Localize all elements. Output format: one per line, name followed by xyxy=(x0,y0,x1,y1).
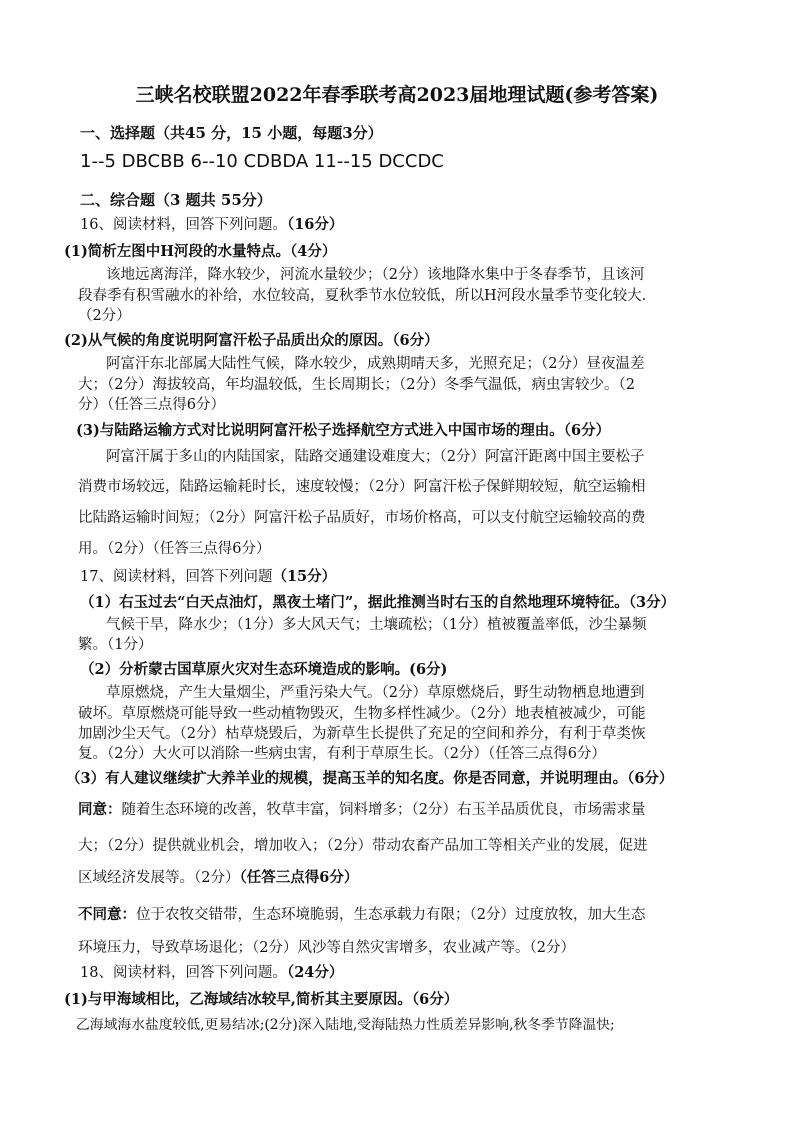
q17-agree-line3 xyxy=(78,869,358,887)
q17-agree-text1: 随着生态环境的改善，牧草丰富，饲料增多；（2分）右玉羊品质优良，市场需求量 xyxy=(121,802,646,818)
q16-part1-line1: 该地远离海洋，降水较少，河流水量较少；（2分）该地降水集中于冬春季节，且该河 xyxy=(106,267,645,283)
q17-disagree-text1: 位于农牧交错带，生态环境脆弱，生态承载力有限；（2分）过度放牧，加大生态 xyxy=(136,907,646,923)
q16-part2-line3: 分）（任答三点得6分） xyxy=(78,397,225,413)
q17-disagree-line2: 环境压力，导致草场退化；（2分）风沙等自然灾害增多，农业减产等。（2分） xyxy=(78,940,575,956)
q16-part2-line2: 大；（2分）海拔较高，年均温较低，生长周期长；（2分）冬季气温低，病虫害较少。（2 xyxy=(78,377,635,393)
q16-heading xyxy=(80,216,343,234)
q16-part1-line3: （2分） xyxy=(78,308,131,324)
q17-disagree-line1 xyxy=(78,906,645,924)
q17-agree-line2: 大；（2分）提供就业机会，增加收入；（2分）带动农畜产品加工等相关产业的发展，促进 xyxy=(78,838,648,854)
q17-agree-note: （任答三点得6分） xyxy=(239,869,359,886)
q18-part1-title: (1)与甲海域相比，乙海域结冰较早,简析其主要原因。（6分） xyxy=(64,991,459,1008)
section-1-heading: 一、选择题（共45 分，15 小题，每题3分） xyxy=(80,124,383,142)
q16-part1-title: (1)简析左图中H河段的水量特点。（4分） xyxy=(64,243,337,260)
q17-part1-line1: 气候干旱，降水少；（1分）多大风天气；土壤疏松；（1分）植被覆盖率低，沙尘暴频 xyxy=(106,617,647,633)
q17-part2-line3: 加剧沙尘天气。（2分）枯草烧毁后，为新草生长提供了充足的空间和养分，有利于草类恢 xyxy=(78,726,646,742)
q16-part2-line1: 阿富汗东北部属大陆性气候，降水较少，成熟期晴天多，光照充足；（2分）昼夜温差 xyxy=(106,356,645,372)
q17-part2-line1: 草原燃烧，产生大量烟尘，严重污染大气。（2分）草原燃烧后，野生动物栖息地遭到 xyxy=(106,685,645,701)
q16-part3-line4: 用。（2分）（任答三点得6分） xyxy=(78,541,271,557)
q16-heading-text: 16、阅读材料，回答下列问题。 xyxy=(80,217,287,233)
q17-part1-title: （1）右玉过去“白天点油灯，黑夜土堵门”，据此推测当时右玉的自然地理环境特征。（3分） xyxy=(80,594,676,611)
q17-part3-title: （3）有人建议继续扩大养羊业的规模，提高玉羊的知名度。你是否同意，并说明理由。（6分） xyxy=(66,770,674,787)
q18-heading-text: 18、阅读材料，回答下列问题。 xyxy=(80,965,287,981)
q17-disagree-label: 不同意： xyxy=(78,906,136,923)
q17-heading xyxy=(80,568,336,586)
q17-agree-text3: 区域经济发展等。（2分） xyxy=(78,870,240,886)
q16-part3-line2: 消费市场较远，陆路运输耗时长，速度较慢；（2分）阿富汗松子保鲜期较短，航空运输相 xyxy=(78,479,646,495)
q16-part3-title: (3)与陆路运输方式对比说明阿富汗松子选择航空方式进入中国市场的理由。（6分） xyxy=(76,422,611,439)
document-title: 三峡名校联盟2022年春季联考高2023届地理试题(参考答案) xyxy=(135,84,659,106)
section-2-heading: 二、综合题（3 题共 55分） xyxy=(80,191,272,209)
q16-part3-line1: 阿富汗属于多山的内陆国家，陆路交通建设难度大；（2分）阿富汗距离中国主要松子 xyxy=(106,449,645,465)
q17-score: （15分） xyxy=(272,568,337,585)
q16-part3-line3: 比陆路运输时间短；（2分）阿富汗松子品质好，市场价格高，可以支付航空运输较高的费 xyxy=(78,510,646,526)
q17-agree-line1 xyxy=(78,801,645,819)
q17-agree-label: 同意： xyxy=(78,801,122,818)
q16-score: （16分） xyxy=(286,216,344,233)
choice-answers: 1--5 DBCBB 6--10 CDBDA 11--15 DCCDC xyxy=(80,151,444,172)
q18-part1-line1: 乙海域海水盐度较低,更易结冰;(2分)深入陆地,受海陆热力性质差异影响,秋冬季节降温快; xyxy=(76,1017,615,1033)
q17-part1-line2: 繁。（1分） xyxy=(78,637,153,653)
q16-part1-line2: 段春季有积雪融水的补给，水位较高，夏秋季节水位较低，所以H河段水量季节变化较大. xyxy=(78,288,647,304)
q18-score: （24分） xyxy=(286,964,344,981)
q17-part2-line4: 复。（2分）大火可以消除一些病虫害，有利于草原生长。（2分）（任答三点得6分） xyxy=(78,746,606,762)
q17-heading-text: 17、阅读材料，回答下列问题 xyxy=(80,569,273,585)
q17-part2-title: （2）分析蒙古国草原火灾对生态环境造成的影响。(6分) xyxy=(80,661,448,678)
q18-heading xyxy=(80,964,343,982)
q17-part2-line2: 破坏。草原燃烧可能导致一些动植物毁灭，生物多样性减少。（2分）地表植被减少，可能 xyxy=(78,706,646,722)
q16-part2-title: (2)从气候的角度说明阿富汗松子品质出众的原因。（6分） xyxy=(64,332,439,349)
